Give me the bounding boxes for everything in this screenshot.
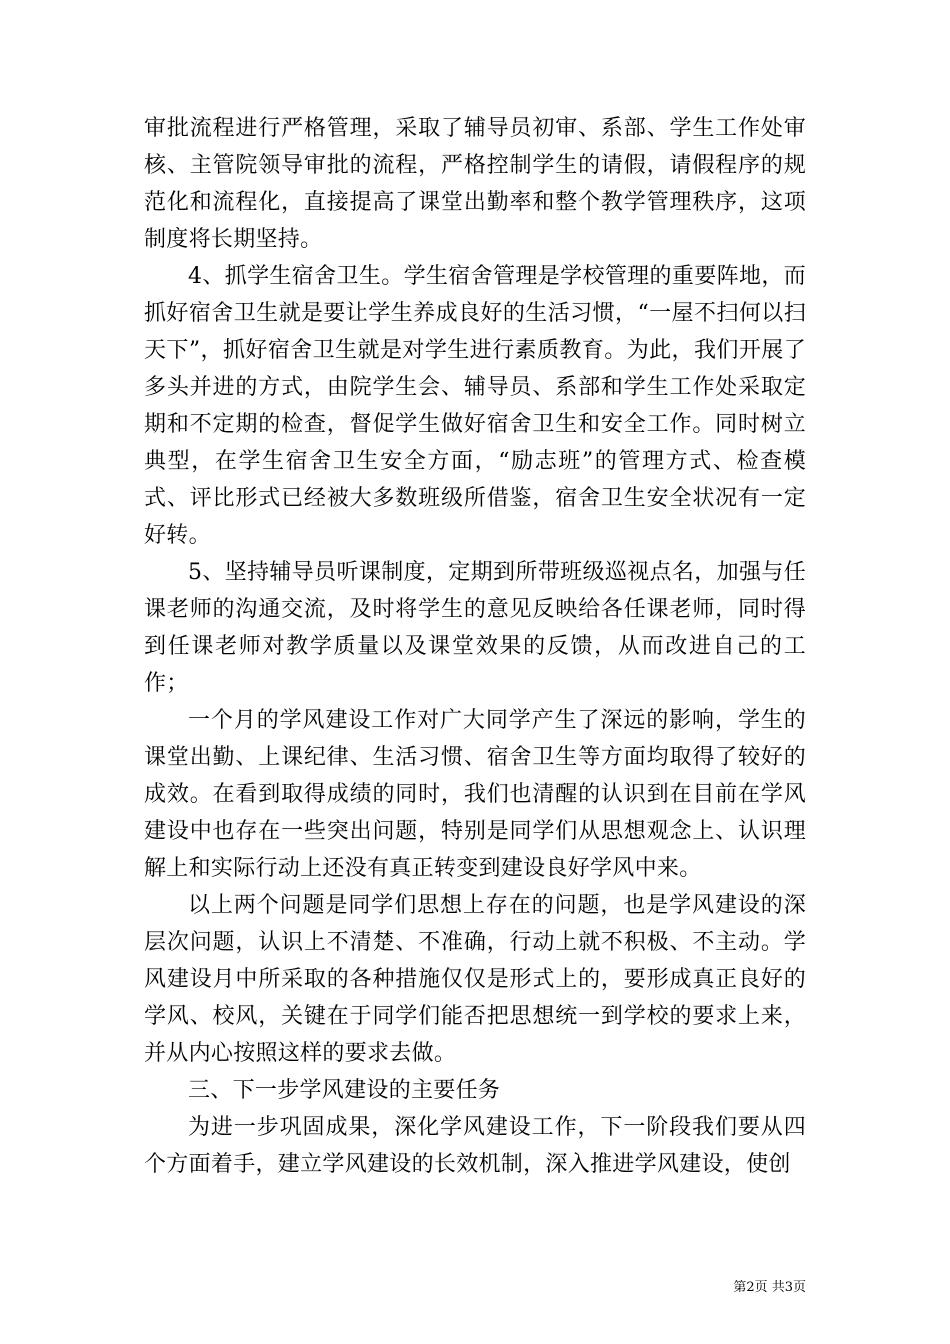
document-body	[144, 110, 806, 1183]
paragraph-month-impact: 一个月的学风建设工作对广大同学产生了深远的影响，学生的课堂出勤、上课纪律、生活习惯、宿舍卫生等方面均取得了较好的成效。在看到取得成绩的同时，我们也清醒的认识到在目前在学风建设中也存在一些突出问题，特别是同学们从思想观念上、认识理解上和实际行动上还没有真正转变到建设良好学风中来。	[144, 708, 806, 881]
paragraph-approval-process: 审批流程进行严格管理，采取了辅导员初审、系部、学生工作处审核、主管院领导审批的流程，严格控制学生的请假，请假程序的规范化和流程化，直接提高了课堂出勤率和整个教学管理秩序，这项制度将长期坚持。	[144, 116, 806, 252]
section-heading-next-tasks: 三、下一步学风建设的主要任务	[188, 1078, 501, 1103]
paragraph-deep-issues: 以上两个问题是同学们思想上存在的问题，也是学风建设的深层次问题，认识上不清楚、不准确，行动上就不积极、不主动。学风建设月中所采取的各种措施仅仅是形式上的，要形成真正良好的学风、校风，关键在于同学们能否把思想统一到学校的要求上来，并从内心按照这样的要求去做。	[144, 893, 806, 1066]
paragraph-counselor-lectures: 5、坚持辅导员听课制度，定期到所带班级巡视点名，加强与任课老师的沟通交流，及时将学生的意见反映给各任课老师，同时得到任课老师对教学质量以及课堂效果的反馈，从而改进自己的工作；	[144, 560, 806, 696]
paragraph-consolidate-results: 为进一步巩固成果，深化学风建设工作，下一阶段我们要从四个方面着手，建立学风建设的长效机制，深入推进学风建设，使创	[144, 1115, 806, 1177]
page-number: 第2页 共3页	[733, 1280, 806, 1295]
paragraph-dormitory-hygiene: 4、抓学生宿舍卫生。学生宿舍管理是学校管理的重要阵地，而抓好宿舍卫生就是要让学生养成良好的生活习惯，“一屋不扫何以扫天下”，抓好宿舍卫生就是对学生进行素质教育。为此，我们开展了多头并进的方式，由院学生会、辅导员、系部和学生工作处采取定期和不定期的检查，督促学生做好宿舍卫生和安全工作。同时树立典型，在学生宿舍卫生安全方面，“励志班”的管理方式、检查模式、评比形式已经被大多数班级所借鉴，宿舍卫生安全状况有一定好转。	[144, 264, 806, 548]
